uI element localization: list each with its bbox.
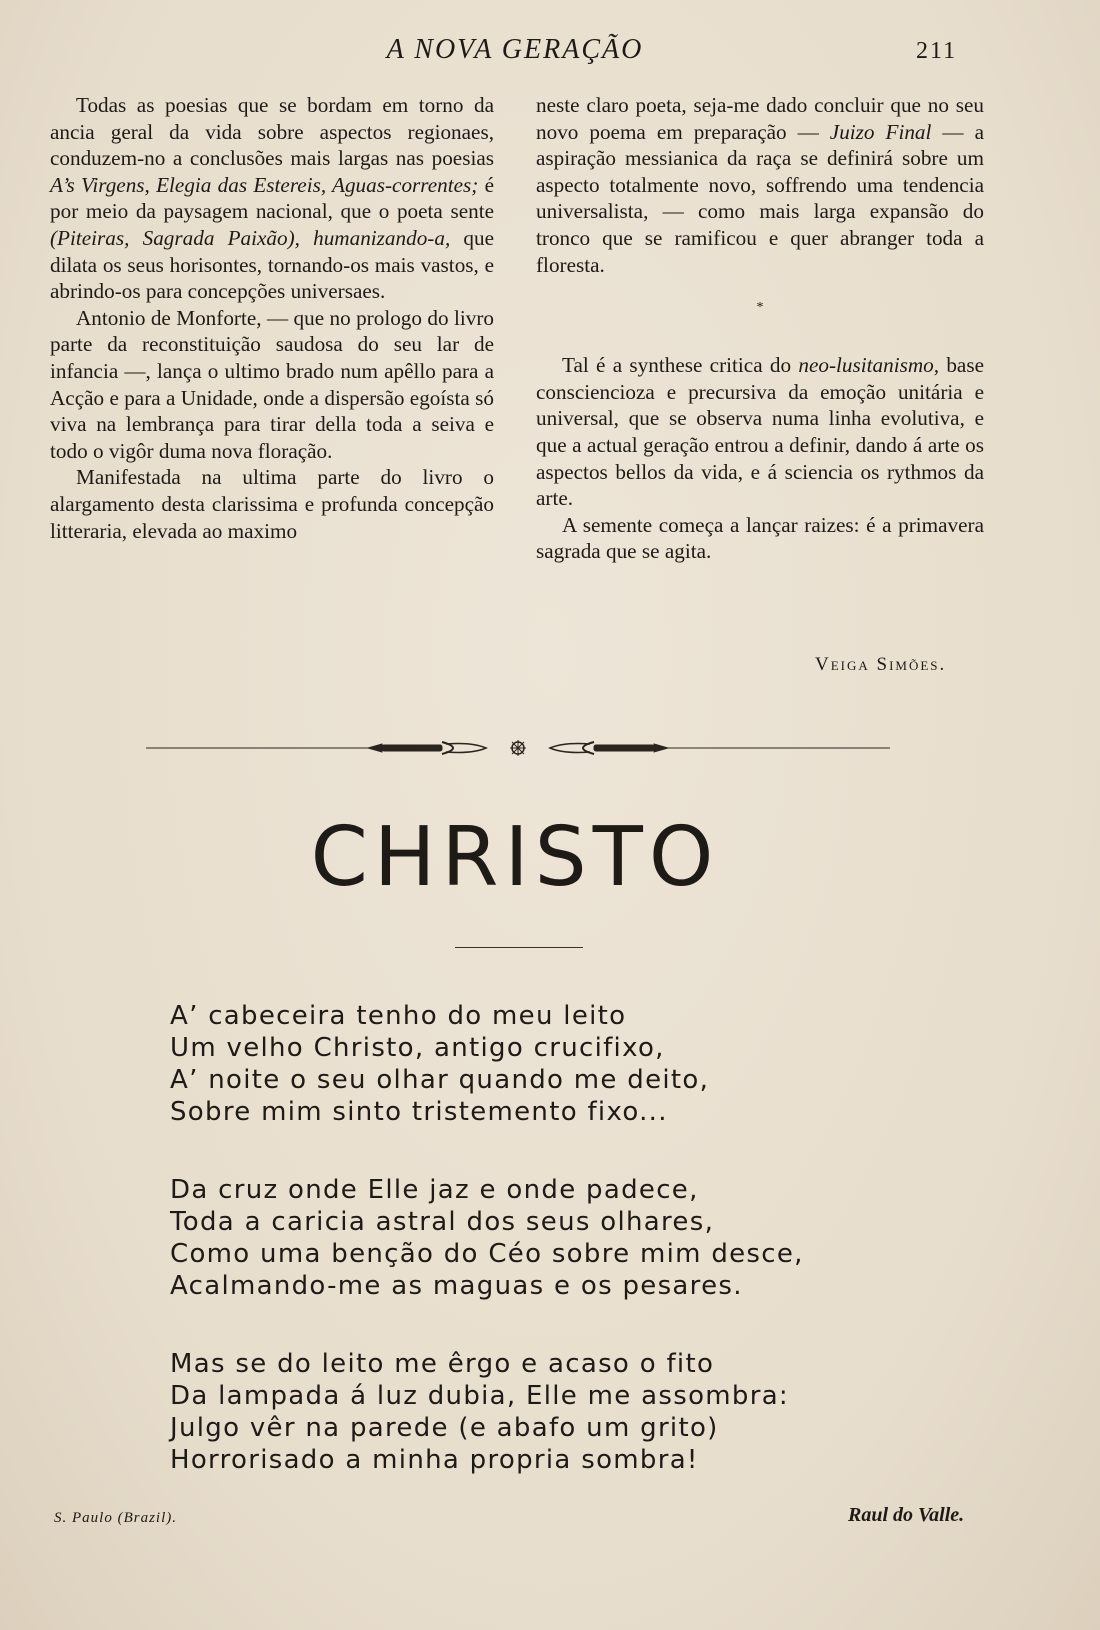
poem-line: Toda a caricia astral dos seus olhares,: [170, 1207, 715, 1237]
article-right-column: [536, 92, 984, 565]
poem-line: Um velho Christo, antigo crucifixo,: [170, 1033, 665, 1063]
poem-line: Da cruz onde Elle jaz e onde padece,: [170, 1175, 699, 1205]
ornamental-divider: [146, 738, 890, 758]
paragraph-3: Manifestada na ultima parte do livro o alargamento desta clarissima e profunda concepção litteraria, elevada ao maximo: [50, 465, 494, 543]
poem-line: Como uma benção do Céo sobre mim desce,: [170, 1239, 804, 1269]
article-left-column: [50, 92, 494, 544]
poem-stanza-1: [170, 1000, 709, 1128]
poem-line: Acalmando-me as maguas e os pesares.: [170, 1271, 743, 1301]
title-underline: [455, 947, 583, 948]
poem-line: Da lampada á luz dubia, Elle me assombra:: [170, 1381, 789, 1411]
footer-place: S. Paulo (Brazil).: [54, 1510, 177, 1526]
paragraph-5: Tal é a synthese critica do neo-lusitanismo, base consciencioza e precursiva da emoção unitária e universal, que se observa numa linha evolutiva, e que a actual geração entrou a definir, dando á arte os aspectos bellos da vida, e á sciencia os rythmos da arte.: [536, 353, 984, 511]
poem-title: CHRISTO: [310, 810, 720, 905]
poem-stanza-3: [170, 1348, 789, 1476]
poem-author: Raul do Valle.: [848, 1504, 965, 1526]
poem-stanza-2: [170, 1174, 804, 1302]
paragraph-4: neste claro poeta, seja-me dado concluir que no seu novo poema em preparação — Juizo Final — a aspiração messianica da raça se definirá sobre um aspecto totalmente novo, soffrendo uma tendencia universalista, — como mais larga expansão do tronco que se ramificou e quer abranger toda a floresta.: [536, 93, 984, 277]
running-header-title: A NOVA GERAÇÃO: [386, 34, 644, 65]
poem-line: Mas se do leito me êrgo e acaso o fito: [170, 1349, 715, 1379]
poem-line: Julgo vêr na parede (e abafo um grito): [170, 1413, 719, 1443]
paragraph-1: Todas as poesias que se bordam em torno da ancia geral da vida sobre aspectos regionaes, conduzem-no a conclusões mais largas nas poesias A’s Virgens, Elegia das Estereis, Aguas-correntes; é por meio da paysagem nacional, que o poeta sente (Piteiras, Sagrada Paixão), humanizando-a, que dilata os seus horisontes, tornando-os mais vastos, e abrindo-os para concepções universaes.: [50, 93, 495, 304]
paragraph-6: A semente começa a lançar raizes: é a primavera sagrada que se agita.: [536, 512, 984, 564]
section-asterisk: *: [756, 300, 764, 316]
article-signature: Veiga Simões.: [815, 654, 947, 675]
paragraph-2: Antonio de Monforte, — que no prologo do livro parte da reconstituição saudosa do seu lar de infancia —, lança o ultimo brado num apêllo para a Acção e para a Unidade, onde a dispersão egoísta só viva na lembrança para tirar della toda a seiva e todo o vigôr duma nova floração.: [50, 305, 494, 463]
poem-line: Sobre mim sinto tristemento fixo...: [170, 1097, 668, 1127]
page-number: 211: [916, 38, 958, 64]
poem-line: A’ noite o seu olhar quando me deito,: [170, 1065, 710, 1095]
poem-line: A’ cabeceira tenho do meu leito: [170, 1001, 627, 1031]
poem-line: Horrorisado a minha propria sombra!: [170, 1445, 699, 1475]
